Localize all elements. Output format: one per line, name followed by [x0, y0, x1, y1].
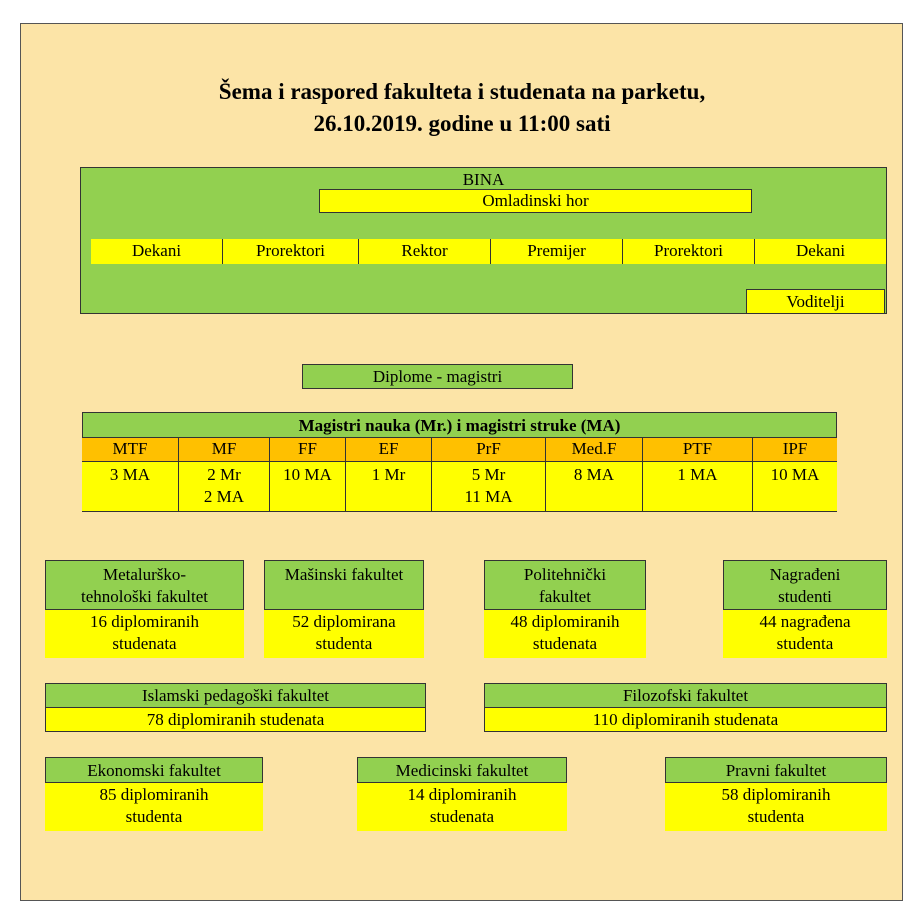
official-cell: Rektor — [358, 239, 490, 264]
faculty-medf-count: 14 diplomiranih studenata — [357, 783, 567, 831]
table-header-cell: EF — [345, 438, 431, 461]
faculty-ipf-count: 78 diplomiranih studenata — [45, 707, 426, 732]
table-cell: 1 Mr — [345, 462, 431, 512]
table-header-cell: MF — [178, 438, 269, 461]
faculty-ptf-name: Politehnički fakultet — [484, 560, 646, 610]
faculty-prf-count: 58 diplomiranih studenta — [665, 783, 887, 831]
official-cell: Prorektori — [222, 239, 358, 264]
official-cell: Dekani — [131, 241, 182, 260]
table-cell: 8 MA — [545, 462, 642, 512]
table-header-cell: IPF — [752, 438, 837, 461]
official-cell: Dekani — [754, 239, 886, 264]
stage-label: BINA — [462, 170, 505, 189]
faculty-medf-name: Medicinski fakultet — [357, 757, 567, 783]
table-header-cell: MTF — [112, 439, 148, 458]
diplomas-label: Diplome - magistri — [302, 364, 573, 389]
title-line-2: 26.10.2019. godine u 11:00 sati — [313, 111, 611, 136]
masters-table-values — [82, 461, 837, 512]
faculty-ef-name: Ekonomski fakultet — [45, 757, 263, 783]
awarded-students-name: Nagrađeni studenti — [723, 560, 887, 610]
faculty-prf-name: Pravni fakultet — [665, 757, 887, 783]
faculty-ptf-count: 48 diplomiranih studenata — [484, 610, 646, 658]
faculty-ff-count: 110 diplomiranih studenata — [484, 707, 887, 732]
table-header-cell: FF — [269, 438, 345, 461]
table-cell: 1 MA — [642, 462, 752, 512]
table-cell: 3 MA — [109, 465, 151, 484]
table-header-cell: Med.F — [545, 438, 642, 461]
masters-table-title: Magistri nauka (Mr.) i magistri struke (MA) — [82, 412, 837, 438]
awarded-students-count: 44 nagrađena studenta — [723, 610, 887, 658]
faculty-mf-name: Mašinski fakultet — [264, 560, 424, 610]
officials-row — [91, 239, 886, 264]
table-cell: 2 Mr 2 MA — [178, 462, 269, 512]
faculty-ef-count: 85 diplomiranih studenta — [45, 783, 263, 831]
official-cell: Prorektori — [622, 239, 754, 264]
faculty-mtf-name: Metalurško- tehnološki fakultet — [45, 560, 244, 610]
faculty-mtf-count: 16 diplomiranih studenata — [45, 610, 244, 658]
faculty-ff-name: Filozofski fakultet — [484, 683, 887, 708]
title-line-1: Šema i raspored fakulteta i studenata na parketu, — [218, 79, 706, 104]
official-cell: Premijer — [490, 239, 622, 264]
table-cell: 10 MA — [752, 462, 837, 512]
faculty-mf-count: 52 diplomirana studenta — [264, 610, 424, 658]
table-cell: 10 MA — [269, 462, 345, 512]
hosts-box: Voditelji — [746, 289, 885, 314]
choir-box: Omladinski hor — [319, 189, 752, 213]
table-cell: 5 Mr 11 MA — [431, 462, 545, 512]
table-header-cell: PTF — [642, 438, 752, 461]
table-header-cell: PrF — [431, 438, 545, 461]
faculty-ipf-name: Islamski pedagoški fakultet — [45, 683, 426, 708]
masters-table-header — [82, 438, 837, 461]
